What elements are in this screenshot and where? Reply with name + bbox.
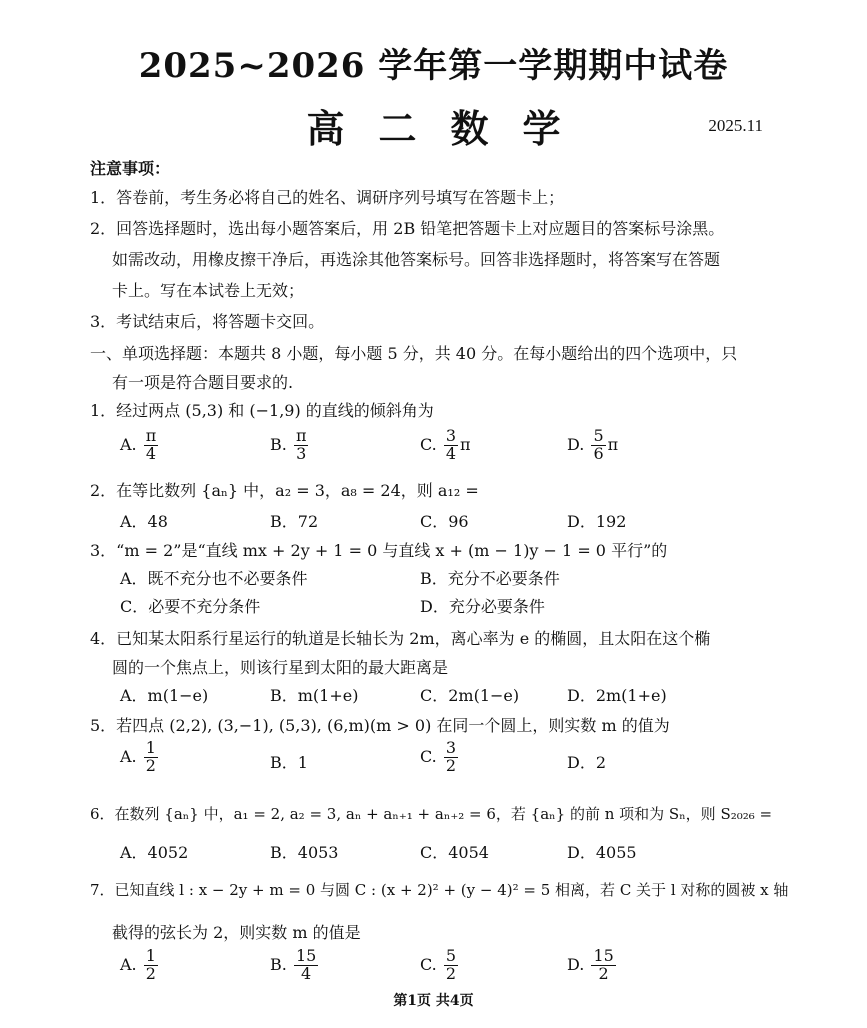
- q3-option-d[interactable]: D．充分必要条件: [420, 597, 545, 616]
- q7-option-c[interactable]: C. $\frac{5}{2}$: [420, 946, 457, 983]
- subject-title: 高二数学: [306, 106, 595, 151]
- question-7-stem-cont: 截得的弦长为 2，则实数 m 的值是: [112, 923, 361, 942]
- q7-c-fraction: $\frac{5}{2}$: [445, 946, 457, 983]
- q2-option-d[interactable]: D．192: [567, 512, 627, 531]
- question-7-stem: 7．已知直线 l : x − 2y + m = 0 与圆 C : (x + 2)² + (y − 4)² = 5 相离，若 C 关于 l 对称的圆被 x 轴: [90, 881, 789, 899]
- q7-option-b[interactable]: B. $\frac{15}{4}$: [270, 946, 317, 983]
- q4-option-b[interactable]: B．m(1+e): [270, 686, 359, 705]
- q7-b-fraction: $\frac{15}{4}$: [295, 946, 317, 983]
- q7-option-d[interactable]: D. $\frac{15}{2}$: [567, 946, 614, 983]
- q2-option-b[interactable]: B．72: [270, 512, 319, 531]
- q3-option-a[interactable]: A．既不充分也不必要条件: [120, 569, 308, 588]
- exam-title: 2025~2026 学年第一学期期中试卷: [138, 46, 729, 86]
- q1-c-fraction: $\frac{3}{4}$: [445, 426, 457, 463]
- question-4-stem-cont: 圆的一个焦点上，则该行星到太阳的最大距离是: [112, 658, 449, 677]
- q7-a-fraction: $\frac{1}{2}$: [145, 946, 156, 983]
- q1-option-b[interactable]: B. $\frac{\pi}{3}$: [270, 426, 307, 463]
- note-2-cont2: 卡上。写在本试卷上无效；: [112, 281, 305, 300]
- q5-option-b[interactable]: B．1: [270, 753, 308, 772]
- q6-option-b[interactable]: B．4053: [270, 843, 339, 862]
- question-4-stem: 4．已知某太阳系行星运行的轨道是长轴长为 2m，离心率为 e 的椭圆，且太阳在这个椭: [90, 629, 711, 648]
- note-3: 3．考试结束后，将答题卡交回。: [90, 312, 325, 331]
- q4-option-d[interactable]: D．2m(1+e): [567, 686, 667, 705]
- q1-option-d[interactable]: D. $\frac{5}{6}$ π: [567, 426, 619, 463]
- q5-c-fraction: $\frac{3}{2}$: [445, 738, 457, 775]
- note-2: 2．回答选择题时，选出每小题答案后，用 2B 铅笔把答题卡上对应题目的答案标号涂黑。: [90, 219, 725, 238]
- page-footer: 第1页 共4页: [393, 993, 474, 1009]
- q5-option-c[interactable]: C. $\frac{3}{2}$: [420, 738, 457, 775]
- q1-d-fraction: $\frac{5}{6}$: [593, 426, 604, 463]
- q5-option-d[interactable]: D．2: [567, 753, 607, 772]
- q1-option-a[interactable]: A. $\frac{\pi}{4}$: [120, 426, 157, 463]
- question-2-stem: 2．在等比数列 {aₙ} 中，a₂ = 3，a₈ = 24，则 a₁₂ =: [90, 481, 479, 500]
- q3-option-c[interactable]: C．必要不充分条件: [120, 597, 261, 616]
- question-6-stem: 6．在数列 {aₙ} 中，a₁ = 2, a₂ = 3, aₙ + aₙ₊₁ + aₙ₊₂ = 6，若 {aₙ} 的前 n 项和为 Sₙ，则 S₂₀₂₆ =: [90, 805, 773, 823]
- q3-option-b[interactable]: B．充分不必要条件: [420, 569, 560, 588]
- q2-option-a[interactable]: A．48: [120, 512, 168, 531]
- exam-date: 2025.11: [708, 116, 763, 135]
- notes-heading: 注意事项：: [90, 159, 171, 178]
- section-heading: 一、单项选择题：本题共 8 小题，每小题 5 分，共 40 分。在每小题给出的四个选项中，只: [90, 344, 738, 363]
- q6-option-d[interactable]: D．4055: [567, 843, 637, 862]
- q4-option-a[interactable]: A．m(1−e): [120, 686, 209, 705]
- q5-option-a[interactable]: A. $\frac{1}{2}$: [120, 738, 156, 775]
- q4-option-c[interactable]: C．2m(1−e): [420, 686, 520, 705]
- question-3-stem: 3．“m = 2”是“直线 mx + 2y + 1 = 0 与直线 x + (m − 1)y − 1 = 0 平行”的: [90, 541, 668, 560]
- q7-d-fraction: $\frac{15}{2}$: [593, 946, 614, 983]
- section-heading-cont: 有一项是符合题目要求的.: [112, 373, 294, 392]
- question-5-stem: 5．若四点 (2,2), (3,−1), (5,3), (6,m)(m > 0) 在同一个圆上，则实数 m 的值为: [90, 716, 670, 735]
- q1-option-c[interactable]: C. $\frac{3}{4}$ π: [420, 426, 471, 463]
- note-1: 1．答卷前，考生务必将自己的姓名、调研序列号填写在答题卡上；: [90, 188, 565, 207]
- q6-option-a[interactable]: A．4052: [120, 843, 189, 862]
- q5-a-fraction: $\frac{1}{2}$: [145, 738, 156, 775]
- note-2-cont: 如需改动，用橡皮擦干净后，再选涂其他答案标号。回答非选择题时，将答案写在答题: [112, 250, 721, 269]
- q1-b-fraction: $\frac{\pi}{3}$: [295, 426, 307, 463]
- question-1-stem: 1．经过两点 (5,3) 和 (−1,9) 的直线的倾斜角为: [90, 401, 434, 420]
- q7-option-a[interactable]: A. $\frac{1}{2}$: [120, 946, 156, 983]
- q6-option-c[interactable]: C．4054: [420, 843, 489, 862]
- q1-a-fraction: $\frac{\pi}{4}$: [145, 426, 157, 463]
- q2-option-c[interactable]: C．96: [420, 512, 469, 531]
